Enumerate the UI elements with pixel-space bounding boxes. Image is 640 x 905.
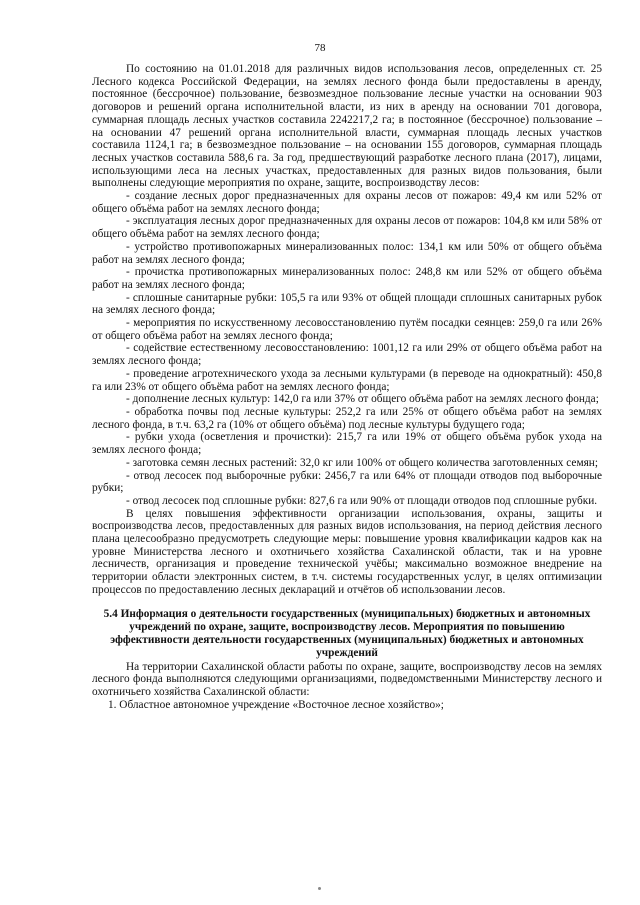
list-item: - прочистка противопожарных минерализованных полос: 248,8 км или 52% от общего объёма работ на землях лесного фонда; <box>92 266 602 291</box>
list-item: - сплошные санитарные рубки: 105,5 га или 93% от общей площади сплошных санитарных рубок на землях лесного фонда; <box>92 291 602 317</box>
list-item: - заготовка семян лесных растений: 32,0 кг или 100% от общего количества заготовленных семян; <box>126 456 598 469</box>
section-paragraph: На территории Сахалинской области работы по охране, защите, воспроизводству лесов на землях лесного фонда выполняются следующими организациями, подведомственными Министерству лесного и охотничьего хозяйства Сахалинской области: <box>92 660 602 698</box>
page-number: 78 <box>314 42 326 54</box>
intro-paragraph: По состоянию на 01.01.2018 для различных видов использования лесов, определенных ст. 25 Лесного кодекса Российской Федерации, на землях лесного фонда были предоставлены в аренду, постоянное (бессрочное) пользование, безвозмездное пользование лесные участки на основании 903 договоров и решений органа исполнительной власти, из них в аренду на основании 701 договора, суммарная площадь лесных участков составила 2242217,2 га; в постоянное (бессрочное) пользование – на основании 47 решений органа исполнительной власти, суммарная площадь лесных участков составила 1124,1 га; в безвозмездное пользование – на основании 155 договоров, суммарная площадь лесных участков составила 588,6 га. За год, предшествующий разработке лесного плана (2017), лицами, использующими леса на лесных участках, предоставленных для разных видов пользования, были выполнены следующие мероприятия по охране, защите, воспроизводству лесов: <box>92 63 602 190</box>
list-item: - эксплуатация лесных дорог предназначенных для охраны лесов от пожаров: 104,8 км или 58% от общего объёма работ на землях лесного фонда; <box>92 215 602 241</box>
list-item: - содействие естественному лесовосстановлению: 1001,12 га или 29% от общего объёма работ на землях лесного фонда; <box>92 342 602 368</box>
list-item: - мероприятия по искусственному лесовосстановлению путём посадки сеянцев: 259,0 га или 26% от общего объёма работ на землях лесного фонда; <box>92 317 602 342</box>
list-item: - отвод лесосек под сплошные рубки: 827,6 га или 90% от площади отводов под сплошные рубки. <box>126 494 598 507</box>
activity-list <box>92 190 602 508</box>
list-item: - дополнение лесных культур: 142,0 га или 37% от общего объёма работ на землях лесного фонда; <box>126 393 599 406</box>
list-item: - обработка почвы под лесные культуры: 252,2 га или 25% от общего объёма работ на землях лесного фонда, в т.ч. 63,2 га (10% от общего объёма) под лесные культуры будущего года; <box>92 405 602 431</box>
list-item: - отвод лесосек под выборочные рубки: 2456,7 га или 64% от площади отводов под выборочные рубки; <box>92 469 602 495</box>
page-content <box>92 63 602 711</box>
numbered-list-item: 1. Областное автономное учреждение «Восточное лесное хозяйство»; <box>108 698 444 711</box>
section-heading: 5.4 Информация о деятельности государственных (муниципальных) бюджетных и автономных учреждений по охране, защите, воспроизводству лесов. Мероприятия по повышению эффективности деятельности государственных (муниципальных) бюджетных и автономных учреждений <box>103 607 591 659</box>
footer-dot <box>318 887 321 890</box>
list-item: - создание лесных дорог предназначенных для охраны лесов от пожаров: 49,4 км или 52% от общего объёма работ на землях лесного фонда; <box>92 190 602 215</box>
measures-paragraph: В целях повышения эффективности организации использования, охраны, защиты и воспроизводства лесов, предоставленных для разных видов использования, на период действия лесного плана целесообразно предусмотреть следующие меры: повышение уровня квалификации кадров как на уровне Министерства лесного и охотничьего хозяйства Сахалинской области, так и на уровне лесничеств, организация и проведение технической учёбы; максимально возможное внедрение на территории области электронных систем, в т.ч. системы государственных услуг, в целях оптимизации процессов по предоставлению лесных деклараций и отчётов об использовании лесов. <box>92 507 602 596</box>
list-item: - устройство противопожарных минерализованных полос: 134,1 км или 50% от общего объёма работ на землях лесного фонда; <box>92 240 602 266</box>
list-item: - рубки ухода (осветления и прочистки): 215,7 га или 19% от общего объёма рубок ухода на землях лесного фонда; <box>92 431 602 457</box>
list-item: - проведение агротехнического ухода за лесными культурами (в переводе на однократный): 450,8 га или 23% от общего объёма работ на землях лесного фонда; <box>92 367 602 393</box>
